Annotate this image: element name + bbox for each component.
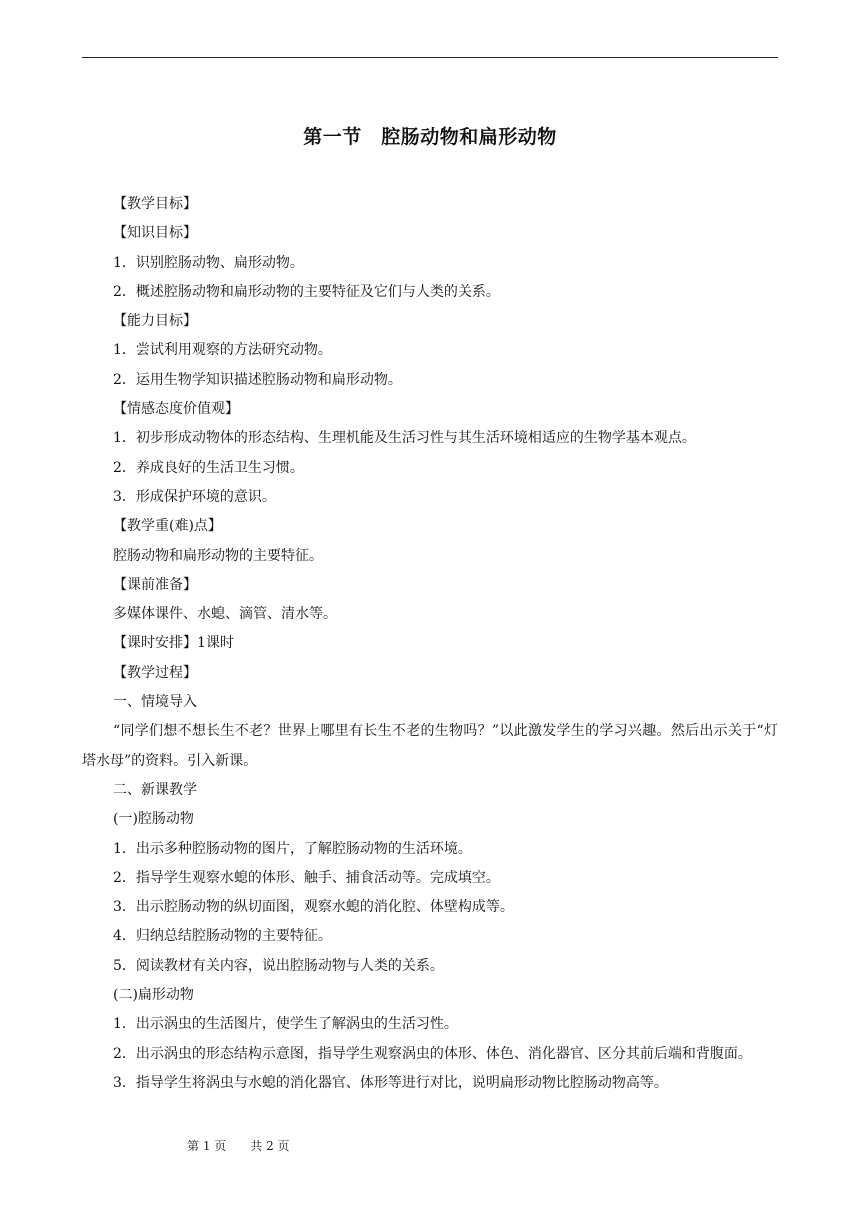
text-line: 【教学目标】 xyxy=(113,196,197,212)
text-line: 腔肠动物和扁形动物的主要特征。 xyxy=(113,547,323,564)
document-body xyxy=(82,190,778,1098)
text-line: 1．出示多种腔肠动物的图片，了解腔肠动物的生活环境。 xyxy=(113,840,472,857)
text-line: (一)腔肠动物 xyxy=(113,811,194,828)
text-line: 1．识别腔肠动物、扁形动物。 xyxy=(113,254,304,271)
text-line: 1．出示涡虫的生活图片，使学生了解涡虫的生活习性。 xyxy=(113,1016,458,1033)
flatworm-paragraph: 2．出示涡虫的形态结构示意图，指导学生观察涡虫的体形、体色、消化器官、区分其前后端和背腹面。 xyxy=(113,1045,752,1062)
text-line: 【课时安排】1课时 xyxy=(113,635,234,652)
text-line: 2．指导学生观察水螅的体形、触手、捕食活动等。完成填空。 xyxy=(113,869,500,886)
page-footer: 第 1 页 共 2 页 xyxy=(187,1139,290,1153)
text-line: 2．养成良好的生活卫生习惯。 xyxy=(113,459,304,476)
text-line: 1．尝试利用观察的方法研究动物。 xyxy=(113,342,332,359)
text-line: (二)扁形动物 xyxy=(113,987,194,1004)
text-line: 2．运用生物学知识描述腔肠动物和扁形动物。 xyxy=(113,371,402,388)
text-line: 【教学重(难)点】 xyxy=(113,518,222,535)
text-line: 3．出示腔肠动物的纵切面图，观察水螅的消化腔、体壁构成等。 xyxy=(113,899,514,916)
text-line: 5．阅读教材有关内容，说出腔肠动物与人类的关系。 xyxy=(113,957,444,974)
text-line: 二、新课教学 xyxy=(113,781,197,798)
text-line: 【教学过程】 xyxy=(113,664,197,681)
text-line: 4．归纳总结腔肠动物的主要特征。 xyxy=(113,928,332,945)
text-line: 1．初步形成动物体的形态结构、生理机能及生活习性与其生活环境相适应的生物学基本观点。 xyxy=(113,430,696,447)
text-line: 【能力目标】 xyxy=(113,313,197,330)
text-line: 【课前准备】 xyxy=(113,576,197,593)
text-line: 2．概述腔肠动物和扁形动物的主要特征及它们与人类的关系。 xyxy=(113,283,500,300)
page-title: 第一节 腔肠动物和扁形动物 xyxy=(303,126,557,148)
text-line: 【知识目标】 xyxy=(113,225,197,242)
text-line: 3．形成保护环境的意识。 xyxy=(113,488,276,505)
text-line: 【情感态度价值观】 xyxy=(113,401,239,418)
text-line: 一、情境导入 xyxy=(113,694,197,711)
header-rule xyxy=(82,57,778,58)
intro-paragraph: “同学们想不想长生不老？世界上哪里有长生不老的生物吗？”以此激发学生的学习兴趣。然后出示关于“灯塔水母”的资料。引入新课。 xyxy=(82,723,778,769)
text-line: 多媒体课件、水螅、滴管、清水等。 xyxy=(113,606,337,623)
text-line: 3．指导学生将涡虫与水螅的消化器官、体形等进行对比，说明扁形动物比腔肠动物高等。 xyxy=(113,1074,668,1091)
